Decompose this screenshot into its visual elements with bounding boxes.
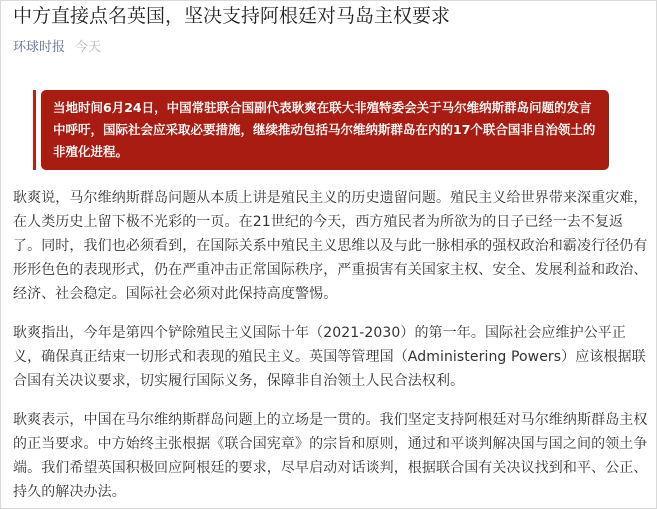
- source-link[interactable]: 环球时报: [13, 40, 66, 55]
- publish-date: 今天: [75, 40, 102, 55]
- callout-accent-bar: [33, 90, 36, 170]
- article-meta: [13, 39, 101, 57]
- paragraph-2: 耿爽指出，今年是第四个铲除殖民主义国际十年（2021-2030）的第一年。国际社会应维护公平正义，确保真正结束一切形式和表现的殖民主义。英国等管理国（Administering Powers）应该根据联合国有关决议要求，切实履行国际义务，保障非自治领土人民合法权利。: [13, 325, 646, 389]
- highlight-callout: [41, 90, 609, 170]
- paragraph-1: 耿爽说，马尔维纳斯群岛问题从本质上讲是殖民主义的历史遗留问题。殖民主义给世界带来深重灾难，在人类历史上留下极不光彩的一页。在21世纪的今天，西方殖民者为所欲为的日子已经一去不复返了。同时，我们也必须看到，在国际关系中殖民主义思维以及与此一脉相承的强权政治和霸凌行径仍有形形色色的表现形式，仍在严重冲击正常国际秩序，严重损害有关国家主权、安全、发展利益和政治、经济、社会稳定。国际社会必须对此保持高度警惕。: [13, 190, 648, 302]
- highlight-text: 当地时间6月24日，中国常驻联合国副代表耿爽在联大非殖特委会关于马尔维纳斯群岛问题的发言中呼吁，国际社会应采取必要措施，继续推动包括马尔维纳斯群岛在内的17个联合国非自治领土的非殖化进程。: [53, 100, 596, 159]
- paragraph-3: 耿爽表示，中国在马尔维纳斯群岛问题上的立场是一贯的。我们坚定支持阿根廷对马尔维纳斯群岛主权的正当要求。中方始终主张根据《联合国宪章》的宗旨和原则，通过和平谈判解决国与国之间的领土争端。我们希望英国积极回应阿根廷的要求，尽早启动对话谈判，根据联合国有关决议找到和平、公正、持久的解决办法。: [13, 412, 648, 500]
- article-title: 中方直接点名英国，坚决支持阿根廷对马岛主权要求: [13, 5, 451, 27]
